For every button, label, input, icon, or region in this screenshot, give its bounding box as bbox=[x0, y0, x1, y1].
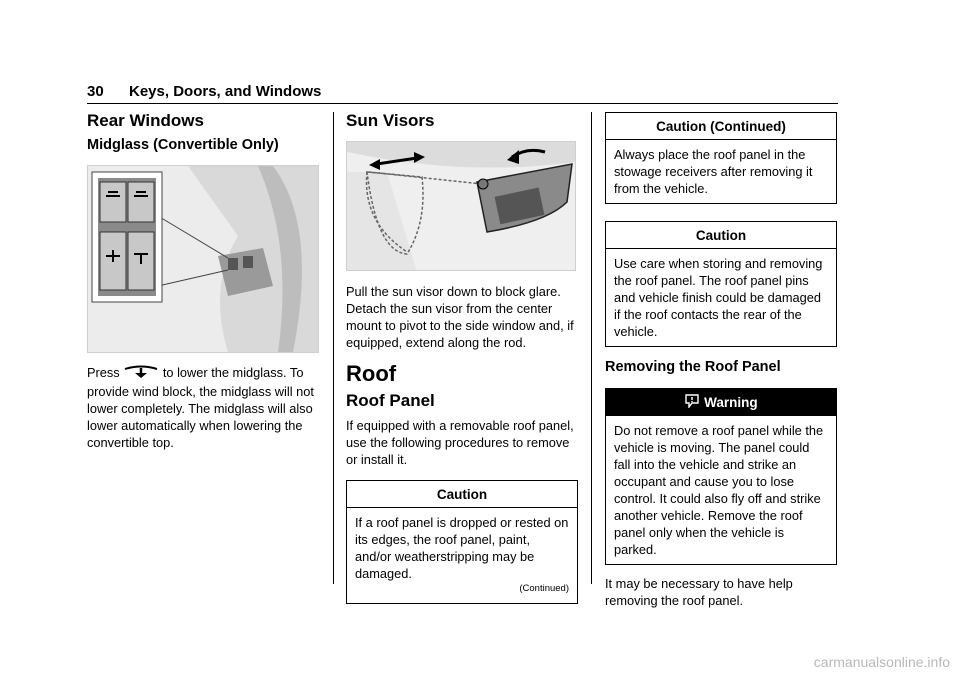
midglass-switch-illustration bbox=[87, 165, 319, 353]
caution-2-title: Caution bbox=[606, 222, 836, 249]
sun-visors-heading: Sun Visors bbox=[346, 111, 435, 130]
midglass-down-icon bbox=[123, 365, 159, 383]
warning-speech-bubble-icon bbox=[684, 394, 700, 412]
roof-panel-heading: Roof Panel bbox=[346, 391, 435, 410]
page-number: 30 bbox=[87, 83, 104, 100]
caution-box bbox=[346, 480, 578, 604]
rear-windows-heading: Rear Windows bbox=[87, 111, 204, 130]
removing-roof-panel-heading: Removing the Roof Panel bbox=[605, 359, 781, 375]
caution-continued-box bbox=[605, 112, 837, 204]
continued-label: (Continued) bbox=[519, 583, 569, 594]
caution-2-text: Use care when storing and removing the roof panel. The roof panel pins and vehicle finish could be damaged if the roof contacts the rear of the vehicle. bbox=[614, 256, 823, 339]
column-divider bbox=[333, 112, 334, 584]
roof-heading: Roof bbox=[346, 361, 397, 386]
sun-visor-text: Pull the sun visor down to block glare. Detach the sun visor from the center mount to pivot to the side window and, if equipped, extend along the rod. bbox=[346, 284, 574, 350]
midglass-heading: Midglass (Convertible Only) bbox=[87, 137, 279, 153]
caution-text: If a roof panel is dropped or rested on its edges, the roof panel, paint, and/or weatherstripping may be damaged. bbox=[355, 515, 569, 581]
sun-visor-illustration bbox=[346, 141, 576, 271]
press-text: Press bbox=[87, 365, 120, 380]
warning-box bbox=[605, 388, 837, 565]
page-header bbox=[87, 83, 838, 104]
help-removing-text: It may be necessary to have help removing the roof panel. bbox=[605, 576, 793, 609]
caution-title: Caution bbox=[347, 481, 577, 508]
warning-title: Warning bbox=[704, 395, 758, 410]
column-divider bbox=[591, 112, 592, 584]
column-3 bbox=[605, 112, 837, 609]
warning-text: Do not remove a roof panel while the vehicle is moving. The panel could fall into the vehicle and strike an occupant and cause you to lose control. It could also fly off and strike another vehicle. Remove the roof panel only when the vehicle is parked. bbox=[614, 423, 824, 558]
caution-box-2 bbox=[605, 221, 837, 347]
column-1 bbox=[87, 112, 319, 451]
midglass-body-text: to lower the midglass. To provide wind block, the midglass will not lower completely. The midglass will also lower automatically when lowering the convertible top. bbox=[87, 365, 314, 450]
section-title: Keys, Doors, and Windows bbox=[129, 83, 322, 100]
roof-panel-text: If equipped with a removable roof panel, use the following procedures to remove or install it. bbox=[346, 418, 574, 467]
caution-continued-title: Caution (Continued) bbox=[606, 113, 836, 140]
watermark: carmanualsonline.info bbox=[813, 654, 950, 670]
caution-continued-text: Always place the roof panel in the stowage receivers after removing it from the vehicle. bbox=[614, 147, 813, 196]
column-2 bbox=[346, 112, 578, 604]
